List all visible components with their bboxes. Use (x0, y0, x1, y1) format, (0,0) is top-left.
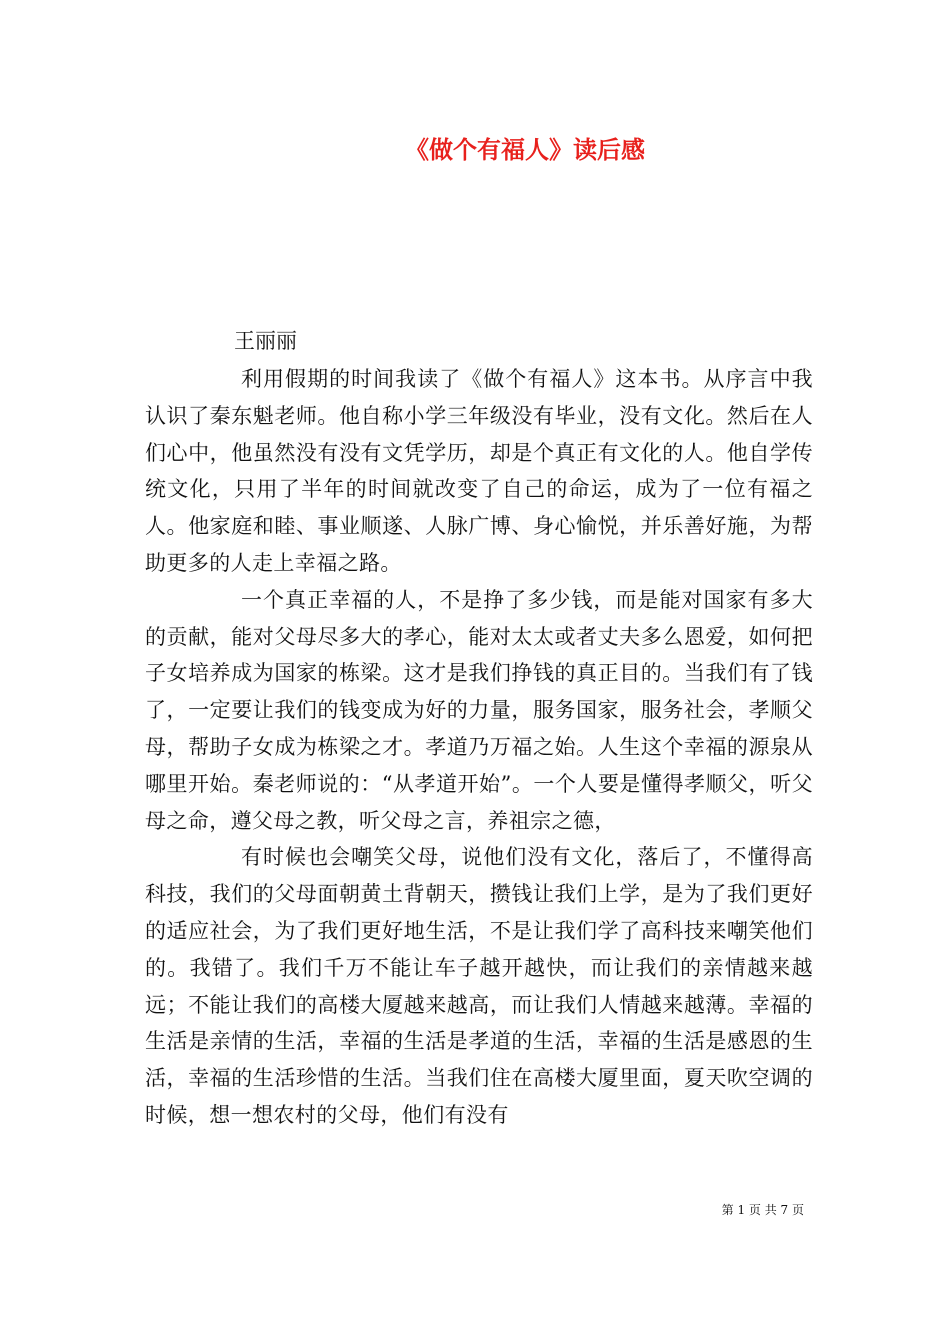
paragraph: 利用假期的时间我读了《做个有福人》这本书。从序言中我认识了秦东魁老师。他自称小学三年级没有毕业，没有文化。然后在人们心中，他虽然没有没有文凭学历，却是个真正有文化的人。他自学传统文化，只用了半年的时间就改变了自己的命运，成为了一位有福之人。他家庭和睦、事业顺遂、人脉广博、身心愉悦，并乐善好施，为帮助更多的人走上幸福之路。 (145, 367, 813, 575)
paragraph: 有时候也会嘲笑父母，说他们没有文化，落后了，不懂得高科技，我们的父母面朝黄土背朝天，攒钱让我们上学，是为了我们更好的适应社会，为了我们更好地生活，不是让我们学了高科技来嘲笑他们的。我错了。我们千万不能让车子越开越快，而让我们的亲情越来越远；不能让我们的高楼大厦越来越高，而让我们人情越来越薄。幸福的生活是亲情的生活，幸福的生活是孝道的生活，幸福的生活是感恩的生活，幸福的生活珍惜的生活。当我们住在高楼大厦里面，夏天吹空调的时候，想一想农村的父母，他们有没有 (145, 845, 813, 1127)
author-name: 王丽丽 (234, 329, 297, 353)
document-title: 《做个有福人》读后感 (405, 135, 645, 164)
article-body (145, 361, 813, 1134)
page-number-footer: 第 1 页 共 7 页 (721, 1203, 804, 1217)
paragraph: 一个真正幸福的人，不是挣了多少钱，而是能对国家有多大的贡献，能对父母尽多大的孝心，能对太太或者丈夫多么恩爱，如何把子女培养成为国家的栋梁。这才是我们挣钱的真正目的。当我们有了钱了，一定要让我们的钱变成为好的力量，服务国家，服务社会，孝顺父母，帮助子女成为栋梁之才。孝道乃万福之始。人生这个幸福的源泉从哪里开始。秦老师说的：“从孝道开始”。一个人要是懂得孝顺父，听父母之命，遵父母之教，听父母之言，养祖宗之德， (145, 587, 813, 833)
